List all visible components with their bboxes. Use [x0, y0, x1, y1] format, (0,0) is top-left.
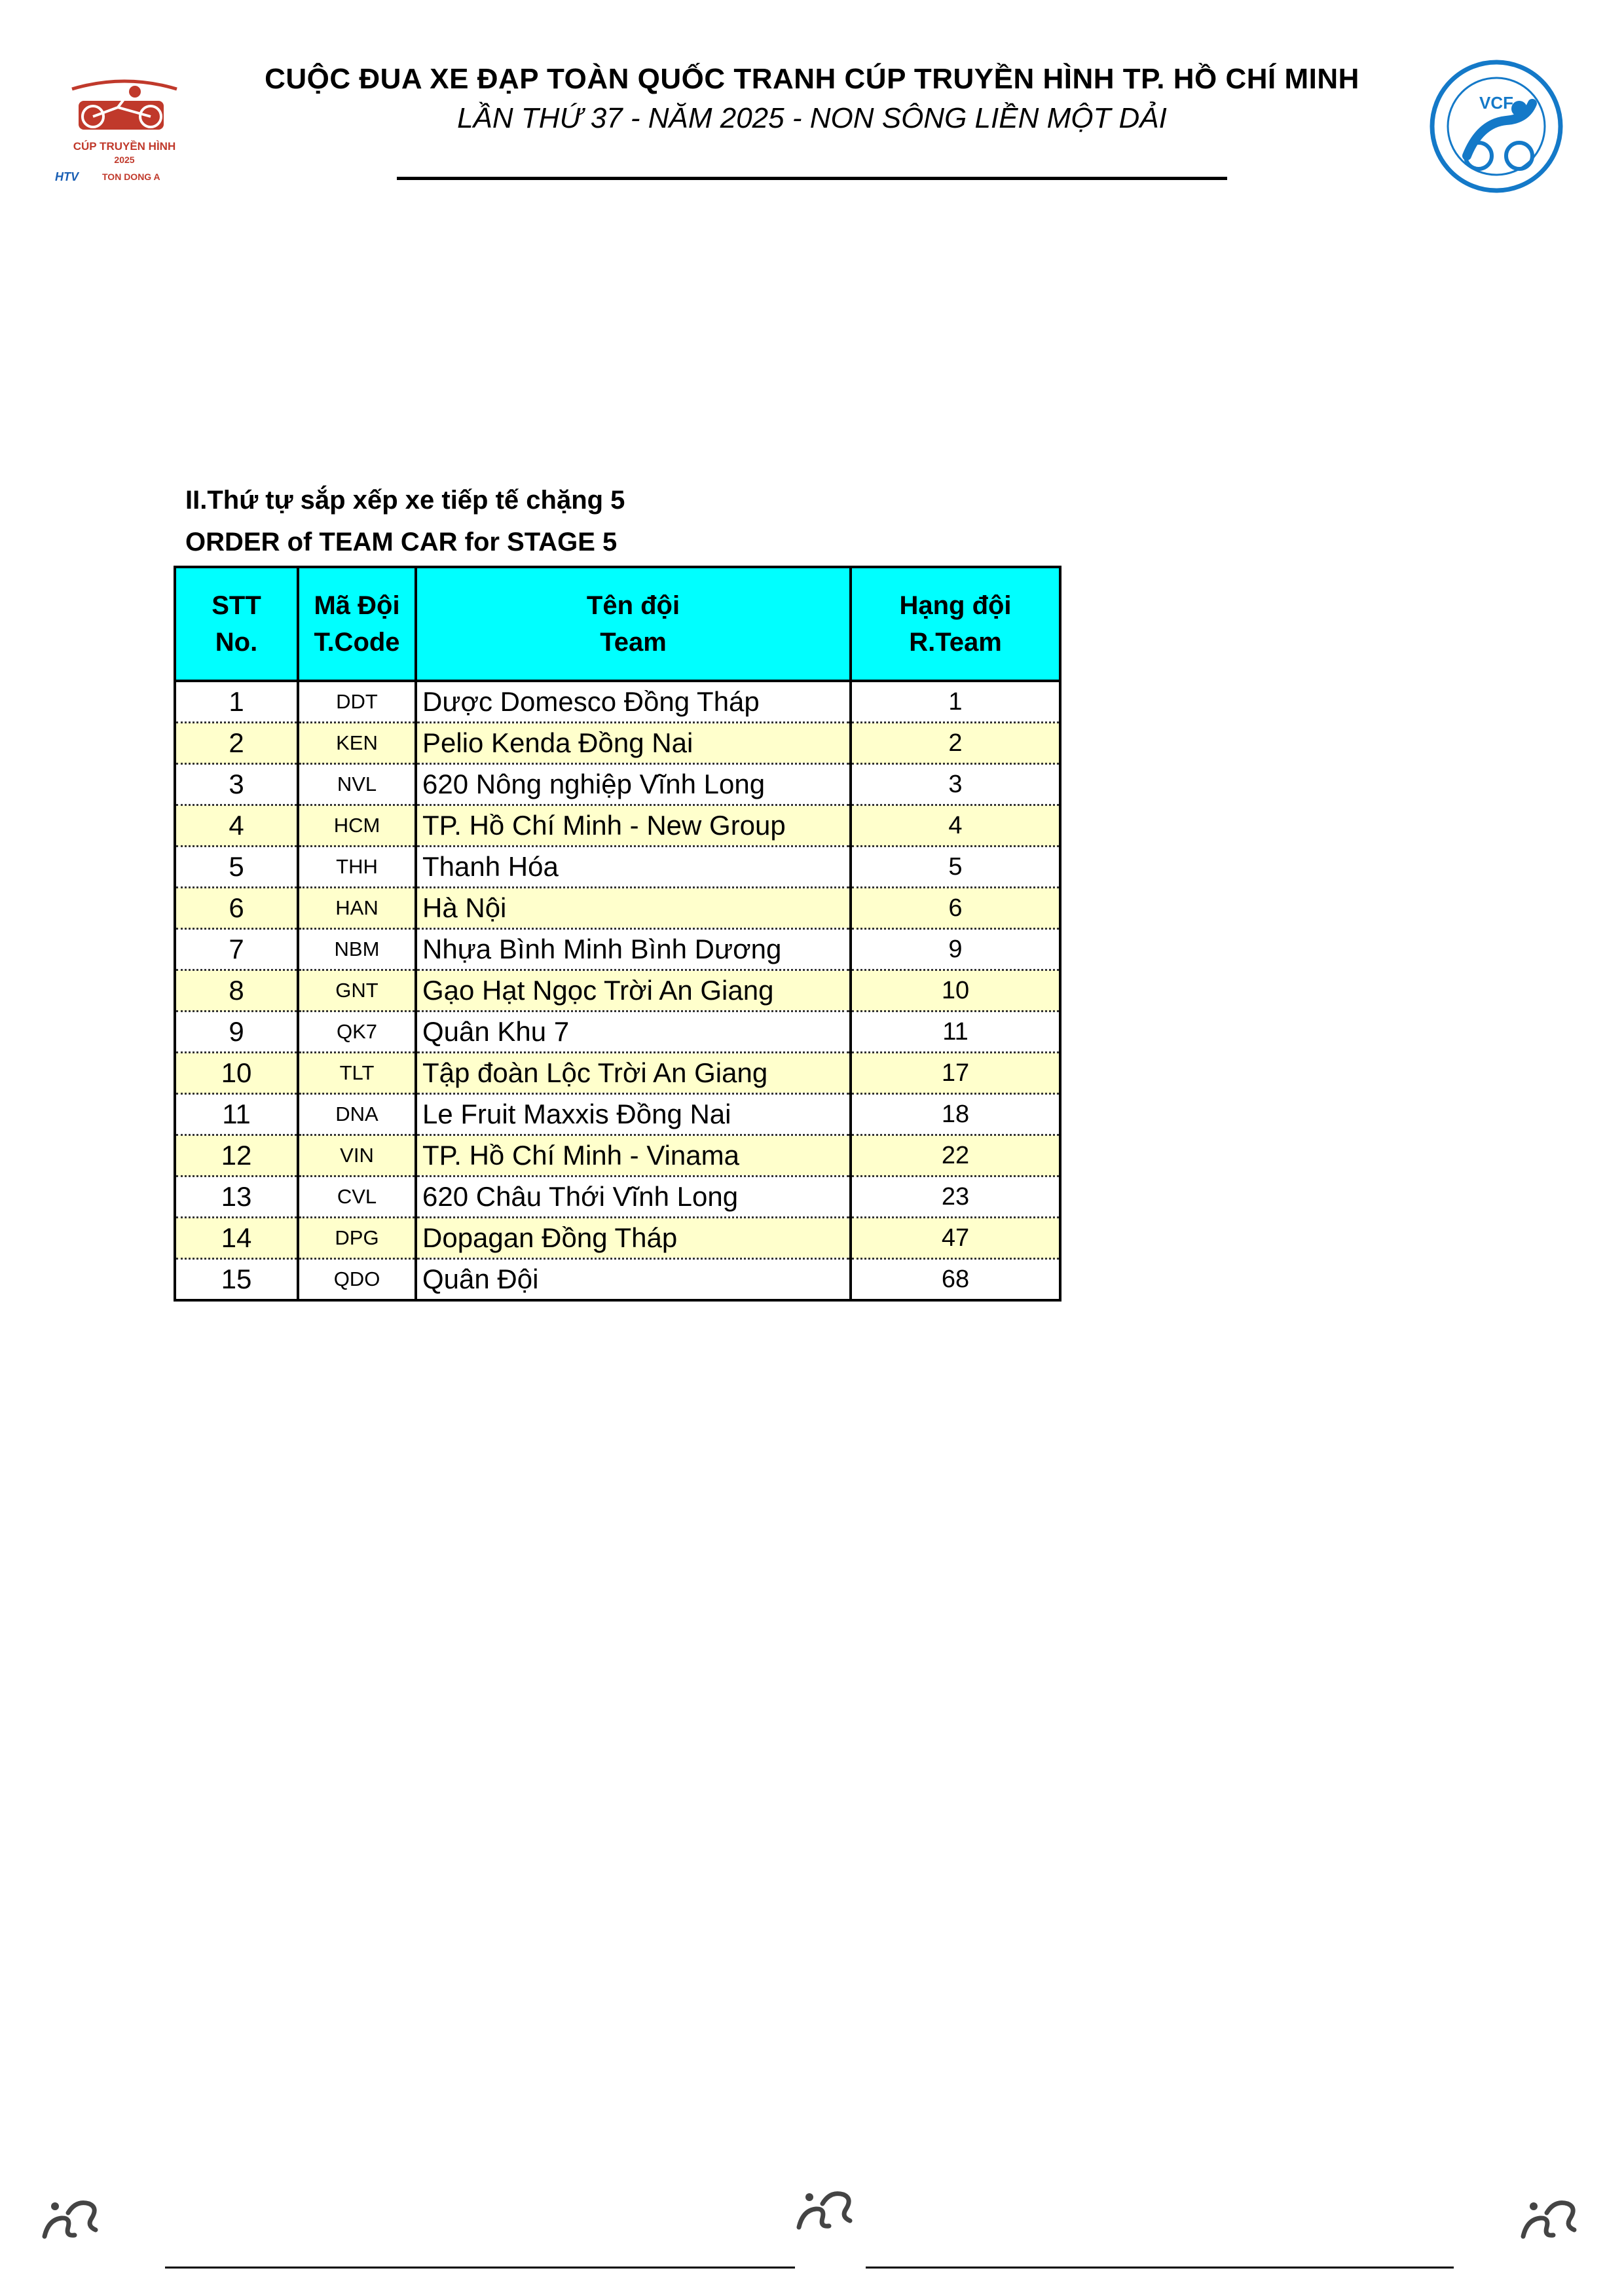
cell-rank: 2	[851, 723, 1060, 764]
event-subtitle: LẦN THỨ 37 - NĂM 2025 - NON SÔNG LIỀN MỘT DẢI	[457, 102, 1167, 134]
cell-team: Pelio Kenda Đồng Nai	[416, 723, 851, 764]
col-header-code	[298, 567, 416, 681]
cell-no: 5	[175, 847, 298, 888]
col-header-line2: No.	[215, 628, 258, 657]
table-row	[175, 1218, 1060, 1259]
cell-team: Dược Domesco Đồng Tháp	[416, 681, 851, 723]
table-row	[175, 681, 1060, 723]
col-header-line1: Hạng đội	[899, 591, 1012, 620]
cell-rank: 17	[851, 1053, 1060, 1094]
col-header-line1: STT	[212, 591, 261, 620]
cell-code: NVL	[298, 764, 416, 805]
table-row	[175, 1176, 1060, 1218]
cell-rank: 47	[851, 1218, 1060, 1259]
cell-team: Thanh Hóa	[416, 847, 851, 888]
col-header-team	[416, 567, 851, 681]
cell-code: HAN	[298, 888, 416, 929]
cell-rank: 68	[941, 1265, 970, 1293]
table-row	[175, 1259, 1060, 1301]
cell-rank: 11	[851, 1011, 1060, 1053]
table-row	[175, 888, 1060, 929]
cell-no: 3	[175, 764, 298, 805]
cell-team: TP. Hồ Chí Minh - Vinama	[416, 1135, 851, 1176]
cell-team: 620 Nông nghiệp Vĩnh Long	[416, 764, 851, 805]
table-row	[175, 929, 1060, 970]
cell-team: Quân Khu 7	[416, 1011, 851, 1053]
cell-rank: 3	[851, 764, 1060, 805]
col-header-line1: Tên đội	[586, 591, 680, 620]
cell-team: Le Fruit Maxxis Đồng Nai	[416, 1094, 851, 1135]
cell-no: 2	[175, 723, 298, 764]
cell-team: Quân Đội	[416, 1259, 851, 1301]
vcf-cyclist-icon	[1428, 58, 1565, 195]
htv-sponsor: HTV	[55, 170, 79, 183]
table-row	[175, 805, 1060, 847]
col-header-rank	[851, 567, 1060, 681]
footer-emblem-icon	[790, 2171, 862, 2243]
cell-code: VIN	[298, 1135, 416, 1176]
vcf-label: VCF	[1479, 93, 1513, 113]
table-header-row	[175, 567, 1060, 681]
col-header-no	[175, 567, 298, 681]
cell-no: 14	[175, 1218, 298, 1259]
cell-team: Dopagan Đồng Tháp	[416, 1218, 851, 1259]
cell-code: TLT	[298, 1053, 416, 1094]
event-title: CUỘC ĐUA XE ĐẠP TOÀN QUỐC TRANH CÚP TRUYỀN HÌNH TP. HỒ CHÍ MINH	[265, 63, 1359, 95]
cell-code: DPG	[298, 1218, 416, 1259]
cell-code: NBM	[298, 929, 416, 970]
cell-code: KEN	[298, 723, 416, 764]
cell-no: 4	[175, 805, 298, 847]
cell-code: CVL	[298, 1176, 416, 1218]
footer-emblem-icon	[35, 2180, 107, 2252]
table-row	[175, 970, 1060, 1011]
footer-emblem-icon	[1514, 2180, 1586, 2252]
col-header-line2: T.Code	[314, 628, 400, 657]
cell-rank: 18	[851, 1094, 1060, 1135]
table-row	[175, 1094, 1060, 1135]
logo-caption: CÚP TRUYỀN HÌNH	[73, 140, 176, 153]
cell-no: 8	[175, 970, 298, 1011]
section-title-en: ORDER of TEAM CAR for STAGE 5	[185, 528, 618, 556]
cup-truyen-hinh-logo	[52, 77, 196, 189]
cyclist-emblem-icon	[52, 77, 196, 143]
cell-no: 12	[175, 1135, 298, 1176]
footer-divider-right	[866, 2267, 1454, 2269]
cell-code: QDO	[298, 1259, 416, 1301]
col-header-line2: Team	[600, 628, 667, 657]
cell-team: Gạo Hạt Ngọc Trời An Giang	[416, 970, 851, 1011]
cell-code: DNA	[298, 1094, 416, 1135]
cell-team: Nhựa Bình Minh Bình Dương	[416, 929, 851, 970]
section-title-vn: II.Thứ tự sắp xếp xe tiếp tế chặng 5	[185, 486, 625, 515]
cell-no: 6	[175, 888, 298, 929]
cell-code: DDT	[298, 681, 416, 723]
cell-rank: 23	[851, 1176, 1060, 1218]
cell-rank: 9	[851, 929, 1060, 970]
header-divider	[397, 177, 1227, 180]
cell-no: 11	[175, 1094, 298, 1135]
cell-code: THH	[298, 847, 416, 888]
cell-rank: 6	[851, 888, 1060, 929]
col-header-line1: Mã Đội	[314, 591, 400, 620]
col-header-line2: R.Team	[909, 628, 1002, 657]
cell-no: 7	[175, 929, 298, 970]
cell-rank: 5	[851, 847, 1060, 888]
team-car-order-table	[174, 566, 1061, 1302]
cell-code: GNT	[298, 970, 416, 1011]
cell-rank: 22	[851, 1135, 1060, 1176]
cell-no: 9	[175, 1011, 298, 1053]
cell-rank: 1	[851, 681, 1060, 723]
cell-team: Tập đoàn Lộc Trời An Giang	[416, 1053, 851, 1094]
cell-no: 15	[175, 1259, 298, 1301]
cell-no: 1	[175, 681, 298, 723]
cell-code: HCM	[298, 805, 416, 847]
vcf-logo	[1428, 58, 1565, 195]
cell-team: Hà Nội	[416, 888, 851, 929]
cell-team: TP. Hồ Chí Minh - New Group	[416, 805, 851, 847]
ton-dong-a-sponsor: TON DONG A	[102, 172, 160, 182]
cell-no: 13	[175, 1176, 298, 1218]
table-row	[175, 1053, 1060, 1094]
logo-year: 2025	[114, 155, 135, 165]
table-row	[175, 764, 1060, 805]
table-row	[175, 847, 1060, 888]
table-row	[175, 1011, 1060, 1053]
cell-rank: 4	[851, 805, 1060, 847]
cell-code: QK7	[298, 1011, 416, 1053]
table-row	[175, 723, 1060, 764]
footer-divider-left	[165, 2267, 795, 2269]
cell-team: 620 Châu Thới Vĩnh Long	[416, 1176, 851, 1218]
table-row	[175, 1135, 1060, 1176]
cell-rank: 10	[851, 970, 1060, 1011]
cell-no: 10	[175, 1053, 298, 1094]
